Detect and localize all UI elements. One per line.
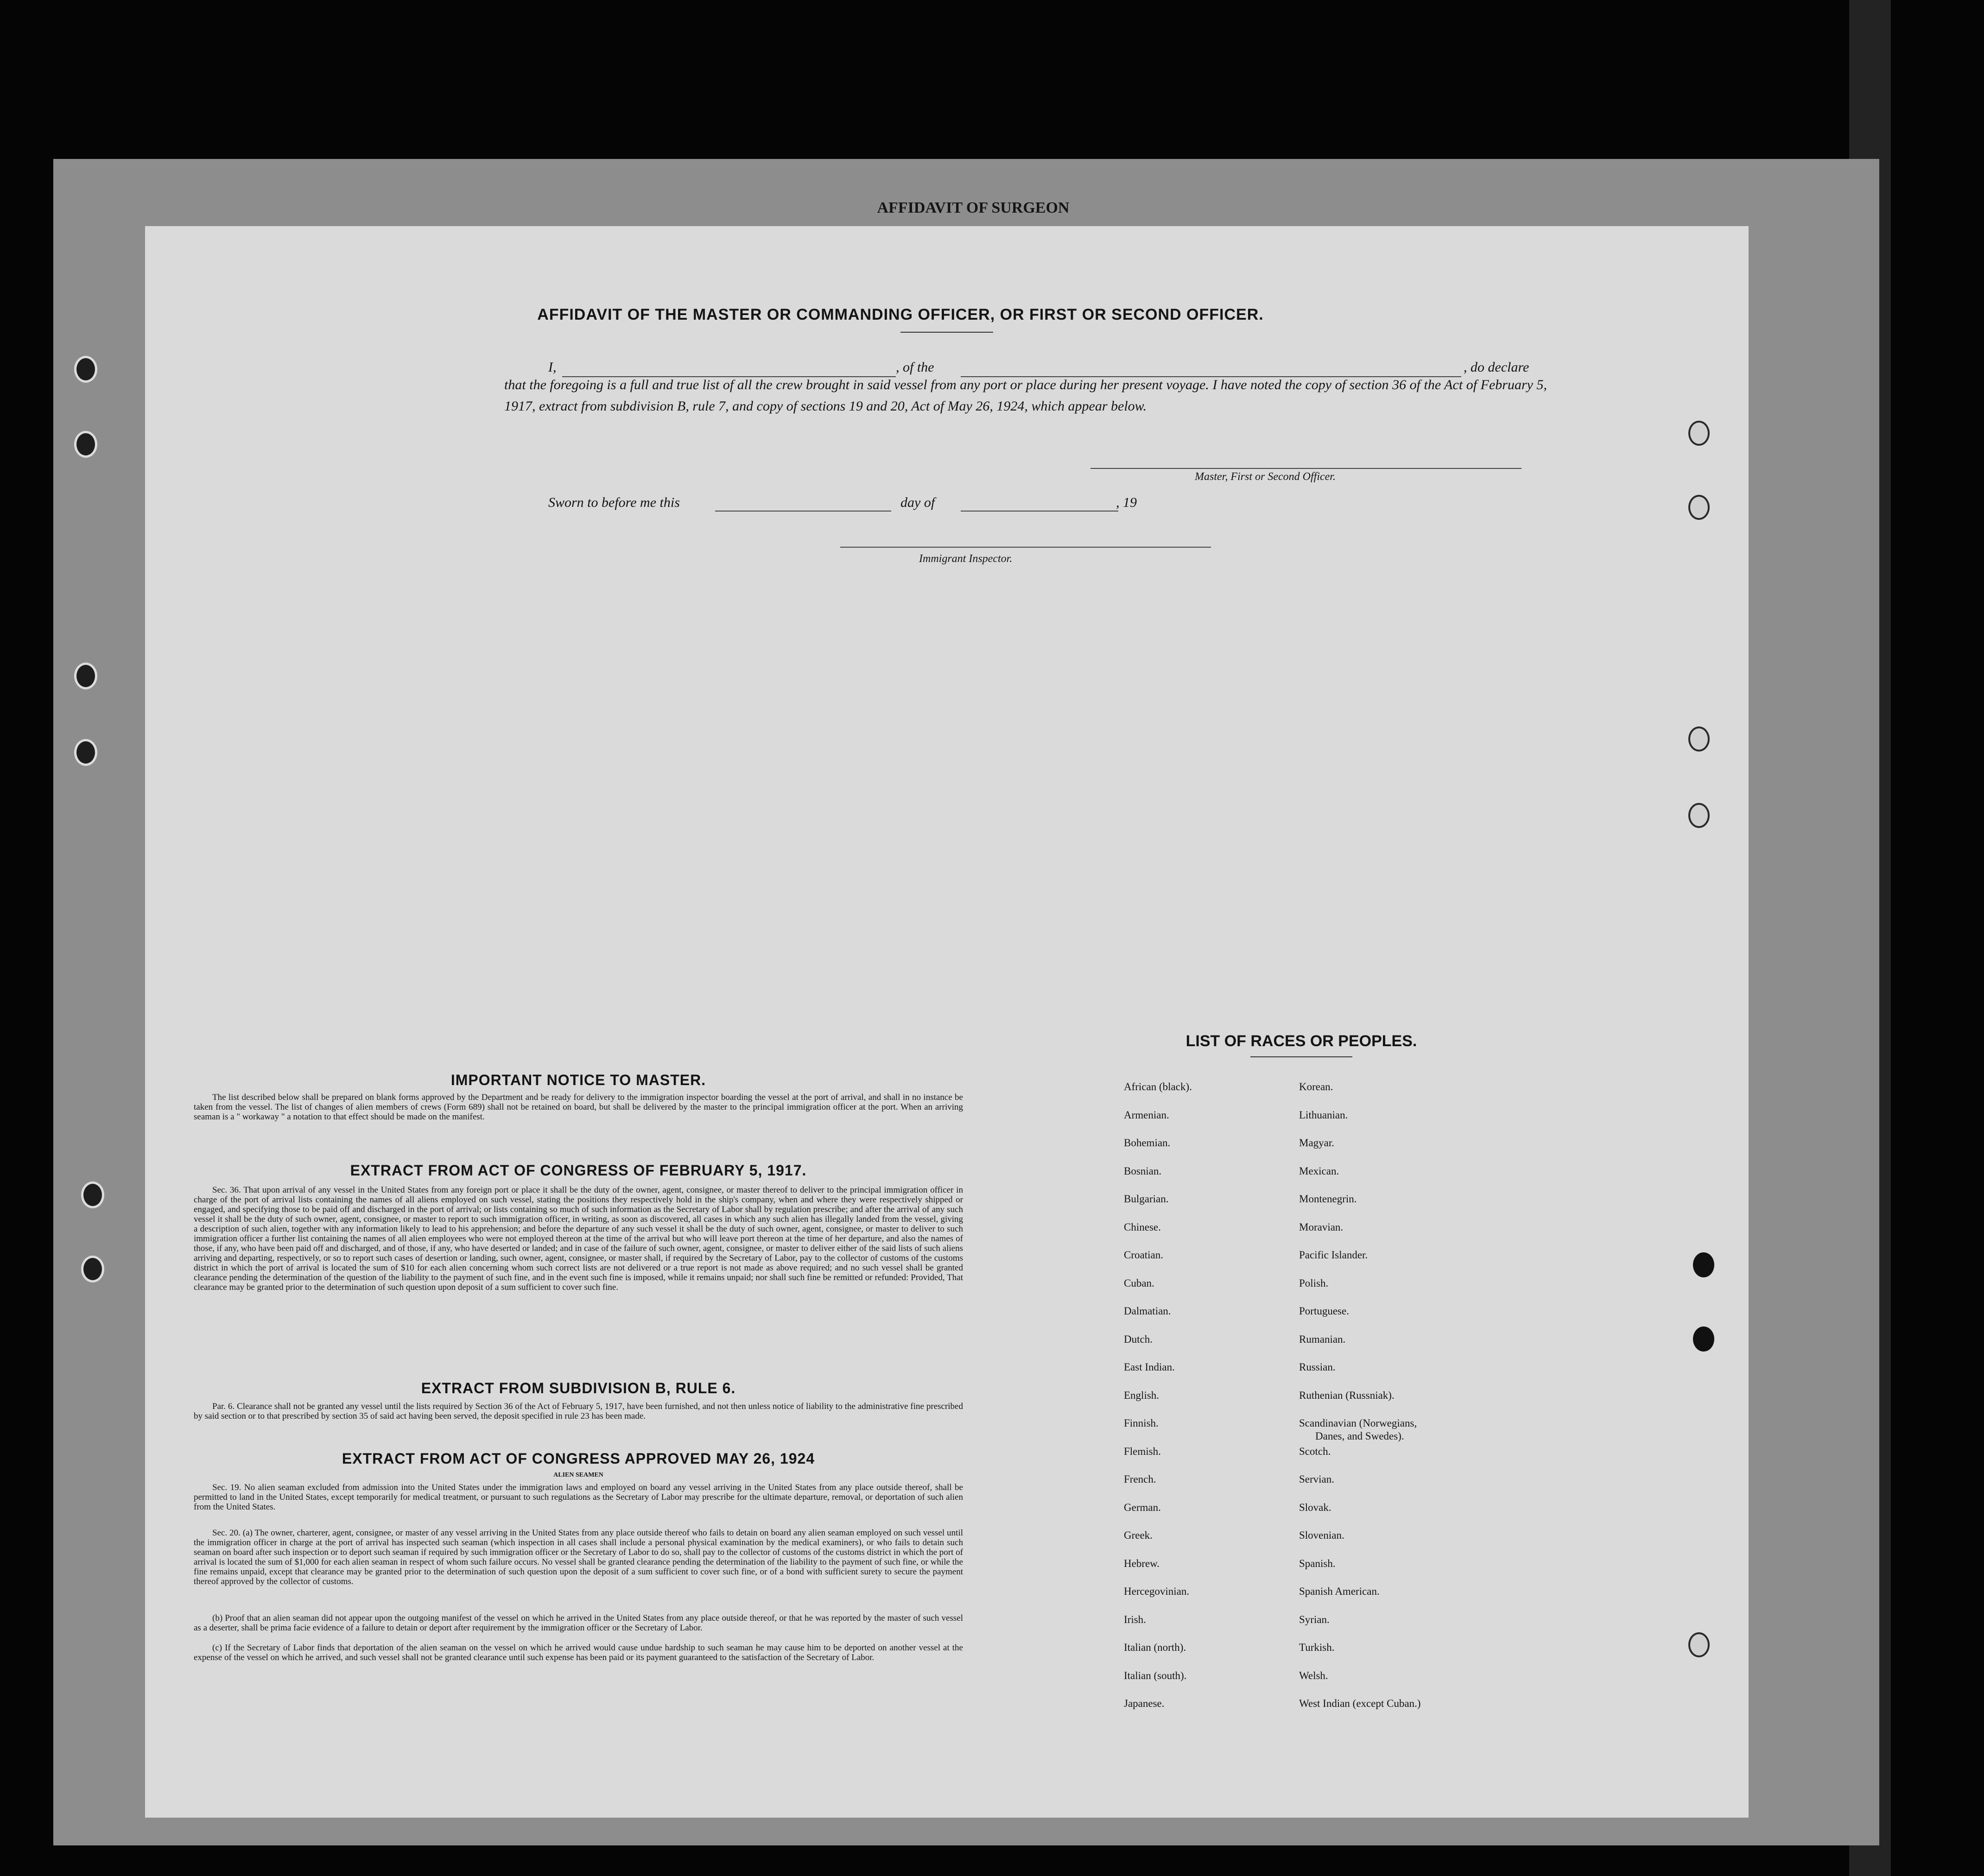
race-item: Syrian. [1299,1613,1330,1625]
punch-hole [74,431,97,458]
extract-1917-text: Sec. 36. That upon arrival of any vessel in the United States from any foreign port or place it shall be the duty of the owner, agent, consignee, or master thereof to deliver to the principal immigration officer in charge of the port of arrival lists containing the names of all aliens employed on such vessel, stating the positions they respectively hold in the ship's company, when and where they were respectively shipped or engaged, and specifying those to be paid off and discharged in the port of arrival; or lists containing so much of such information as the Secretary of Labor shall by regulation prescribe; and after the arrival of any such vessel it shall be the duty of such owner, agent, consignee, or master to report to such immigration officer, in writing, as soon as discovered, all cases in which any such alien has illegally landed from the vessel, giving a description of such alien, together with any information likely to lead to his apprehension; and before the departure of any such vessel it shall be the duty of such owner, agent, consignee, or master to deliver to such immigration officer a further list containing the names of all alien employees who were not employed thereon at the time of the arrival but who will leave port thereon at the time of her departure, and also the names of those, if any, who have been paid off and discharged, and of those, if any, who have deserted or landed; and in case of the failure of such owner, agent, consignee, or master to deliver either of the said lists of such aliens arriving and departing, respectively, or so to report such cases of desertion or landing, such owner, agent, consignee, or master shall, if required by the Secretary of Labor, pay to the collector of customs of the customs district in which the port of arrival is located the sum of $10 for each alien concerning whom such correct lists are not delivered or a true report is not made as above required; and no such vessel shall be granted clearance pending the determination of the question of the liability to the payment of such fine, and in the event such fine is imposed, while it remains unpaid; nor shall such fine be remitted or refunded: Provided, That clearance may be granted prior to the determination of such question upon deposit of a sum sufficient to cover such fine. [194,1185,963,1292]
punch-hole [81,1256,104,1282]
master-signature-field[interactable] [1090,467,1521,469]
do-declare-label: , do declare [1464,360,1529,375]
race-item: Cuban. [1124,1277,1154,1289]
race-item: Welsh. [1299,1669,1328,1681]
affidavit-statement: that the foregoing is a full and true list of all the crew brought in said vessel from any port or place during her present voyage. I have noted the copy of section 36 of the Act of February 5, 1917, extract from subdivision B, rule 7, and copy of sections 19 and 20, Act of May 26, 1924, which appear below. [504,377,1547,414]
race-item: Montenegrin. [1299,1193,1357,1205]
back-sheet-header: AFFIDAVIT OF SURGEON [877,199,1070,216]
race-item: Bosnian. [1124,1165,1162,1177]
title-rule [900,332,993,333]
sec20c-text: (c) If the Secretary of Labor finds that deportation of the alien seaman on the vessel on which he arrived would cause undue hardship to such seaman he may cause him to be deported on another vessel at the expense of the vessel on which he arrived, and such vessel shall not be granted clearance until such expense has been paid or its payment guaranteed to the satisfaction of the Secretary of Labor. [194,1643,963,1662]
race-item: Slovak. [1299,1501,1331,1513]
front-sheet [145,226,1749,1818]
punch-hole [1688,1632,1710,1657]
sworn-label: Sworn to before me this [548,495,680,510]
race-item: Russian. [1299,1361,1336,1373]
race-item: Irish. [1124,1613,1146,1625]
race-item: English. [1124,1389,1160,1401]
race-item: Croatian. [1124,1249,1163,1261]
race-item: Spanish American. [1299,1585,1380,1597]
race-item: Ruthenian (Russniak). [1299,1389,1395,1401]
race-item: Greek. [1124,1529,1153,1541]
race-item: Bulgarian. [1124,1193,1169,1205]
sec20b-text: (b) Proof that an alien seaman did not appear upon the outgoing manifest of the vessel on which he arrived in the United States from any place outside thereof, or that he was reported by the master of such vessel as a deserter, shall be prima facie evidence of a failure to detain or deport after requirement by the immigration officer or the Secretary of Labor. [194,1613,963,1633]
race-item: Slovenian. [1299,1529,1344,1541]
races-title-rule [1250,1056,1352,1057]
race-item: African (black). [1124,1081,1192,1093]
race-item: Mexican. [1299,1165,1339,1177]
race-item: Finnish. [1124,1417,1159,1429]
day-of-label: day of [900,495,935,510]
race-item: Lithuanian. [1299,1109,1348,1121]
race-item: Dalmatian. [1124,1305,1171,1317]
race-item: Portuguese. [1299,1305,1349,1317]
race-item: Flemish. [1124,1445,1161,1457]
punch-hole [74,356,97,383]
races-title: LIST OF RACES OR PEOPLES. [1185,1032,1417,1050]
extract-1924-heading: EXTRACT FROM ACT OF CONGRESS APPROVED MAY 26, 1924 [342,1450,815,1467]
punch-hole [1688,726,1710,752]
inspector-signature-field[interactable] [840,546,1211,548]
race-item: German. [1124,1501,1161,1513]
race-item: Pacific Islander. [1299,1249,1368,1261]
race-item: Hebrew. [1124,1557,1160,1569]
notice-text: The list described below shall be prepared on blank forms approved by the Department and be ready for delivery to the immigration inspector boarding the vessel at the port of arrival, and shall in no instance be taken from the vessel. The list of changes of alien members of crews (Form 689) shall not be retained on board, but shall be delivered by the master to the principal immigration officer at the port. When an arriving seaman is a " workaway " a notation to that effect should be made on the manifest. [194,1093,963,1122]
punch-hole [74,663,97,689]
alien-seamen-subheading: ALIEN SEAMEN [553,1472,603,1478]
race-item: Spanish. [1299,1557,1336,1569]
extract-1917-heading: EXTRACT FROM ACT OF CONGRESS OF FEBRUARY 5, 1917. [350,1162,807,1179]
inspector-signature-caption: Immigrant Inspector. [919,553,1013,565]
sec19-text: Sec. 19. No alien seaman excluded from admission into the United States under the immigration laws and employed on board any vessel arriving in the United States from any place outside thereof, shall be permitted to land in the United States, except temporarily for medical treatment, or pursuant to such regulations as the Secretary of Labor may prescribe for the ultimate departure, removal, or deportation of such alien from the United States. [194,1483,963,1512]
race-item: Bohemian. [1124,1137,1171,1149]
punch-hole [1693,1326,1714,1352]
notice-heading: IMPORTANT NOTICE TO MASTER. [450,1072,706,1088]
punch-hole [74,739,97,766]
punch-hole [1688,495,1710,520]
master-signature-caption: Master, First or Second Officer. [1195,471,1336,483]
punch-hole [1688,803,1710,828]
of-the-label: , of the [896,360,934,375]
races-left-column [1124,1081,1309,1757]
declarant-label: I, [548,360,557,375]
sec20a-text: Sec. 20. (a) The owner, charterer, agent, consignee, or master of any vessel arriving in the United States from any place outside thereof who fails to detain on board any alien seaman employed on such vessel until the immigration officer in charge at the port of arrival has inspected such seaman (which inspection in all cases shall include a personal physical examination by the medical examiners), or who fails to detain such seaman on board after such inspection or to deport such seaman if required by such immigration officer or the Secretary of Labor to do so, shall pay to the collector of customs of the customs district in which the port of arrival is located the sum of $1,000 for each alien seaman in respect of whom such failure occurs. No vessel shall be granted clearance pending the determination of the liability to the payment of such fine, or while the fine remains unpaid, except that clearance may be granted prior to the determination of such question upon the deposit of a sum sufficient to cover such fine, or of a bond with sufficient surety to secure the payment thereof approved by the collector of customs. [194,1528,963,1586]
race-item: Hercegovinian. [1124,1585,1190,1597]
race-item: Scandinavian (Norwegians, [1299,1417,1417,1429]
rule6-text: Par. 6. Clearance shall not be granted any vessel until the lists required by Section 36 of the Act of February 5, 1917, have been furnished, and not then unless notice of liability to the administrative fine prescribed by said section or to that prescribed by section 35 of said act having been served, the deposit specified in rule 23 has been made. [194,1402,963,1421]
race-item: Armenian. [1124,1109,1169,1121]
race-item: West Indian (except Cuban.) [1299,1698,1421,1709]
race-item: Scotch. [1299,1445,1331,1457]
punch-hole [81,1181,104,1208]
race-item: Polish. [1299,1277,1329,1289]
race-item: Dutch. [1124,1333,1153,1345]
punch-hole [1688,421,1710,446]
race-item: Magyar. [1299,1137,1335,1149]
race-item: Moravian. [1299,1221,1344,1233]
sworn-day-field[interactable] [715,510,891,512]
race-item: Japanese. [1124,1698,1165,1709]
race-item: Italian (south). [1124,1669,1187,1681]
race-item: East Indian. [1124,1361,1175,1373]
race-item: Servian. [1299,1473,1335,1485]
affidavit-title: AFFIDAVIT OF THE MASTER OR COMMANDING OFFICER, OR FIRST OR SECOND OFFICER. [537,306,1264,323]
sworn-month-field[interactable] [961,510,1118,512]
rule6-heading: EXTRACT FROM SUBDIVISION B, RULE 6. [421,1380,736,1396]
race-item: Turkish. [1299,1642,1335,1653]
race-item: Italian (north). [1124,1642,1186,1653]
race-item: French. [1124,1473,1156,1485]
races-right-column [1299,1081,1521,1757]
punch-hole [1693,1252,1714,1277]
race-item: Rumanian. [1299,1333,1346,1345]
race-item: Danes, and Swedes). [1315,1430,1404,1442]
year-label: , 19 [1116,495,1137,510]
race-item: Korean. [1299,1081,1333,1093]
race-item: Chinese. [1124,1221,1161,1233]
